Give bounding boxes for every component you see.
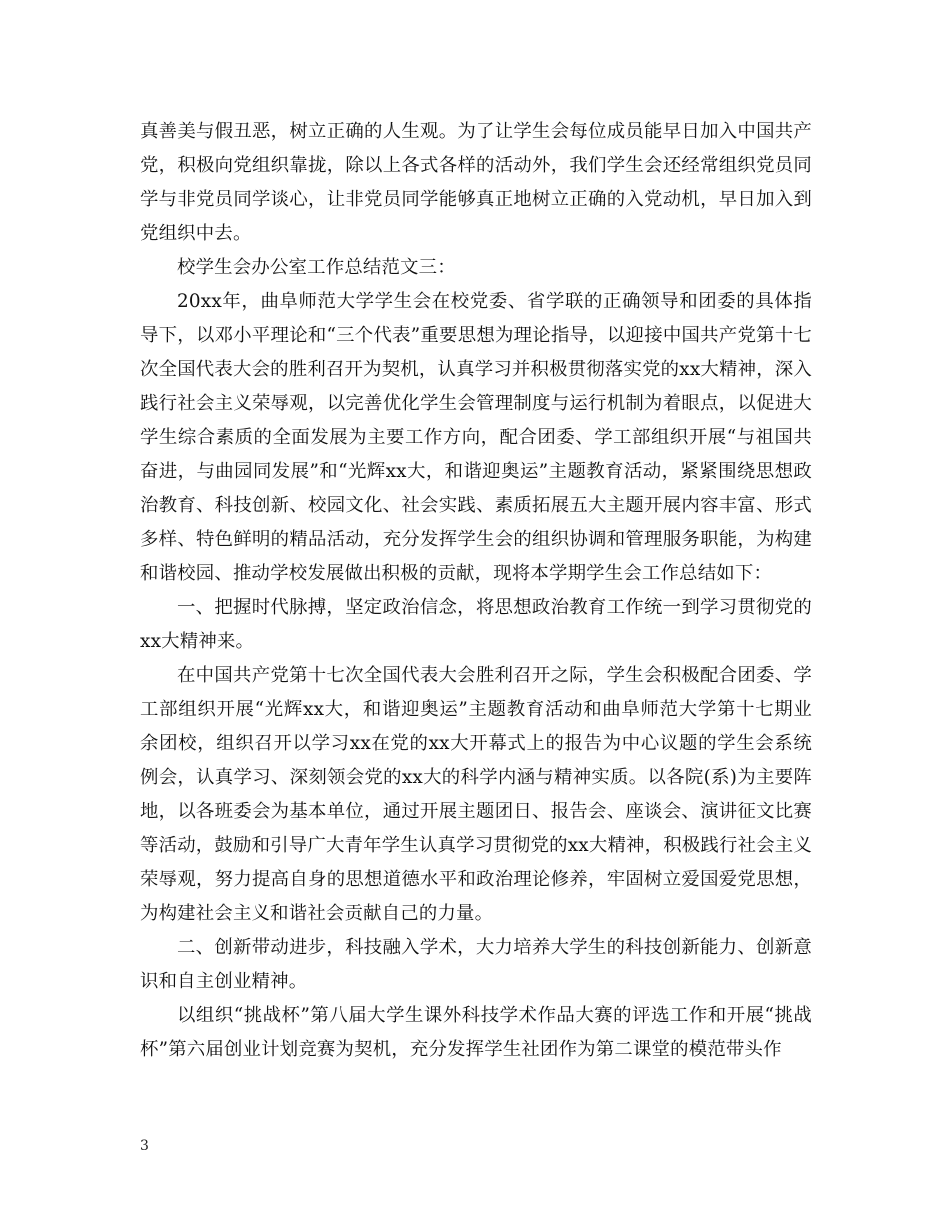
section-heading-1: 一、把握时代脉搏，坚定政治信念，将思想政治教育工作统一到学习贯彻党的xx大精神来。 <box>140 597 812 652</box>
paragraph-7: 以组织“挑战杯”第八届大学生课外科技学术作品大赛的评选工作和开展“挑战杯”第六届创业计划竞赛为契机，充分发挥学生社团作为第二课堂的模范带头作 <box>140 1005 812 1060</box>
paragraph-5: 在中国共产党第十七次全国代表大会胜利召开之际，学生会积极配合团委、学工部组织开展“光辉xx大，和谐迎奥运”主题教育活动和曲阜师范大学第十七期业余团校，组织召开以学习xx在党的xx大开幕式上的报告为中心议题的学生会系统例会，认真学习、深刻领会党的xx大的科学内涵与精神实质。以各院(系)为主要阵地，以各班委会为基本单位，通过开展主题团日、报告会、座谈会、演讲征文比赛等活动，鼓励和引导广大青年学生认真学习贯彻党的xx大精神，积极践行社会主义荣辱观，努力提高自身的思想道德水平和政治理论修养，牢固树立爱国爱党思想，为构建社会主义和谐社会贡献自己的力量。 <box>140 665 812 924</box>
paragraph-3: 20xx年，曲阜师范大学学生会在校党委、省学联的正确领导和团委的具体指导下，以邓小平理论和“三个代表”重要思想为理论指导，以迎接中国共产党第十七次全国代表大会的胜利召开为契机，认真学习并积极贯彻落实党的xx大精神，深入践行社会主义荣辱观，以完善优化学生会管理制度与运行机制为着眼点，以促进大学生综合素质的全面发展为主要工作方向，配合团委、学工部组织开展“与祖国共奋进，与曲园同发展”和“光辉xx大，和谐迎奥运”主题教育活动，紧紧围绕思想政治教育、科技创新、校园文化、社会实践、素质拓展五大主题开展内容丰富、形式多样、特色鲜明的精品活动，充分发挥学生会的组织协调和管理服务职能，为构建和谐校园、推动学校发展做出积极的贡献，现将本学期学生会工作总结如下： <box>140 291 812 584</box>
section-heading-fanwen-3: 校学生会办公室工作总结范文三： <box>177 257 456 278</box>
paragraph-1: 真善美与假丑恶，树立正确的人生观。为了让学生会每位成员能早日加入中国共产党，积极向党组织靠拢，除以上各式各样的活动外，我们学生会还经常组织党员同学与非党员同学谈心，让非党员同学能够真正地树立正确的入党动机，早日加入到党组织中去。 <box>140 121 812 244</box>
page-number: 3 <box>140 1138 149 1154</box>
section-heading-2: 二、创新带动进步，科技融入学术，大力培养大学生的科技创新能力、创新意识和自主创业精神。 <box>140 937 812 992</box>
document-body <box>140 115 812 1067</box>
